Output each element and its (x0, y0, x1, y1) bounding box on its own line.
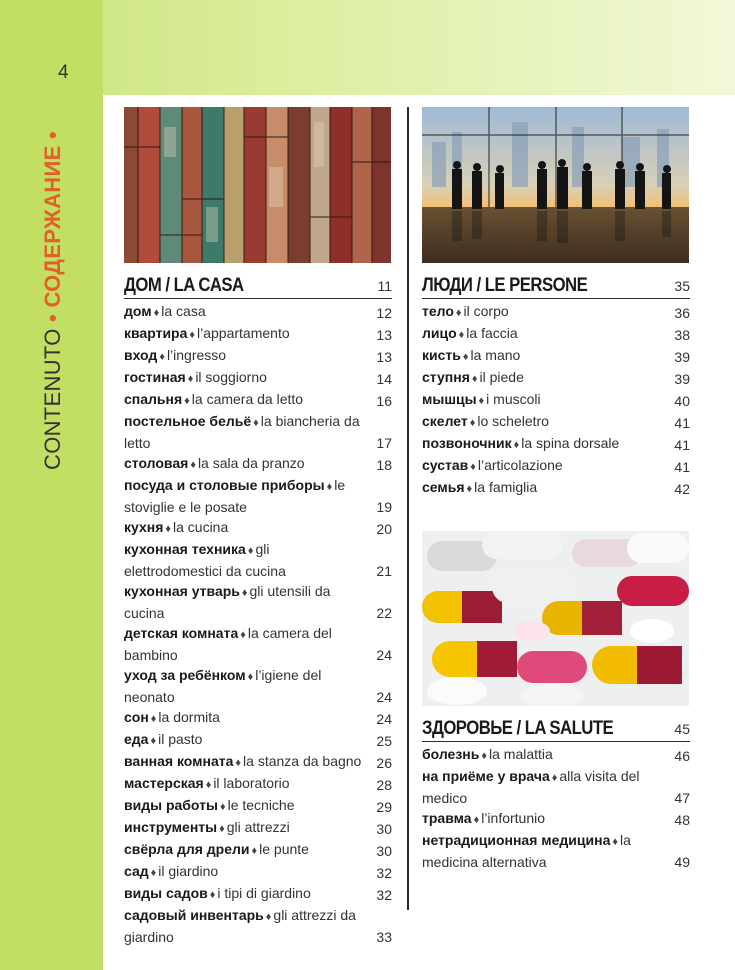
side-title-separator: • (40, 313, 65, 322)
toc-entry[interactable] (422, 345, 690, 367)
toc-entry-page: 12 (376, 305, 392, 321)
toc-entry-page: 33 (376, 929, 392, 945)
russian-term: позвоночник (422, 435, 512, 451)
toc-entry[interactable] (422, 477, 690, 499)
toc-entry-text (124, 345, 370, 367)
russian-term: постельное бельё (124, 413, 252, 429)
russian-term: детская комната (124, 625, 239, 641)
wood-planks-photo (124, 107, 391, 263)
diamond-bullet-icon: ♦ (265, 911, 272, 923)
italian-term: il giardino (158, 863, 219, 879)
toc-entry-page: 19 (376, 499, 392, 515)
toc-entry-text (422, 455, 668, 477)
diamond-bullet-icon: ♦ (153, 307, 160, 319)
toc-entry-page: 36 (674, 305, 690, 321)
italian-term: alla visita del medico (422, 768, 640, 806)
toc-section-health (422, 718, 690, 872)
section-heading (422, 275, 690, 299)
toc-entry-page: 41 (674, 459, 690, 475)
toc-entry[interactable] (124, 883, 392, 905)
russian-term: кисть (422, 347, 461, 363)
italian-term: il piede (479, 369, 524, 385)
italian-term: i tipi di giardino (217, 885, 311, 901)
diamond-bullet-icon: ♦ (471, 373, 478, 385)
russian-term: мастерская (124, 775, 204, 791)
italian-term: le stoviglie e le posate (124, 477, 346, 515)
section-page: 35 (674, 278, 690, 294)
italian-term: le punte (259, 841, 309, 857)
diamond-bullet-icon: ♦ (326, 481, 333, 493)
divider-tick (402, 660, 414, 662)
toc-entry-text (422, 323, 668, 345)
italian-term: il corpo (463, 303, 509, 319)
toc-entry-text (124, 839, 370, 861)
diamond-bullet-icon: ♦ (612, 836, 618, 848)
russian-term: уход за ребёнком (124, 667, 246, 683)
toc-entry-page: 42 (674, 481, 690, 497)
toc-entry-text (422, 389, 668, 411)
toc-entry[interactable] (422, 744, 690, 766)
italian-term: gli utensili da cucina (124, 583, 331, 621)
divider-tick (402, 420, 414, 422)
toc-entry-page: 25 (376, 733, 392, 749)
diamond-bullet-icon: ♦ (219, 823, 225, 835)
diamond-bullet-icon: ♦ (469, 417, 476, 429)
toc-entry[interactable] (422, 766, 690, 808)
russian-term: квартира (124, 325, 188, 341)
toc-entry-text (124, 729, 370, 751)
russian-term: сустав (422, 457, 469, 473)
russian-term: нетрадиционная медицина (422, 832, 611, 848)
diamond-bullet-icon: ♦ (235, 757, 242, 769)
russian-term: травма (422, 810, 472, 826)
divider-tick (402, 900, 414, 902)
side-title-separator-end: • (40, 131, 65, 140)
italian-term: il soggiorno (195, 369, 267, 385)
italian-term: la famiglia (474, 479, 538, 495)
toc-entry-page: 39 (674, 349, 690, 365)
toc-entry-list (422, 301, 690, 499)
toc-entry-page: 14 (376, 371, 392, 387)
toc-entry[interactable] (124, 453, 392, 475)
toc-entry-text (124, 665, 370, 707)
toc-entry-text (124, 623, 370, 665)
italian-term: la faccia (466, 325, 518, 341)
toc-entry-text (422, 744, 668, 766)
toc-entry-page: 41 (674, 415, 690, 431)
diamond-bullet-icon: ♦ (184, 395, 190, 407)
russian-term: сон (124, 709, 149, 725)
diamond-bullet-icon: ♦ (247, 671, 254, 683)
italian-term: i muscoli (486, 391, 541, 407)
italian-term: la spina dorsale (521, 435, 620, 451)
diamond-bullet-icon: ♦ (551, 772, 558, 784)
italian-term: l’igiene del neonato (124, 667, 322, 705)
russian-term: скелет (422, 413, 468, 429)
toc-entry[interactable] (124, 389, 392, 411)
toc-entry-text (422, 808, 668, 830)
toc-entry[interactable] (124, 905, 392, 947)
toc-entry[interactable] (124, 345, 392, 367)
russian-term: гостиная (124, 369, 186, 385)
russian-term: виды работы (124, 797, 218, 813)
toc-entry-text (422, 345, 668, 367)
toc-entry-page: 13 (376, 327, 392, 343)
column-divider (407, 107, 409, 910)
diamond-bullet-icon: ♦ (478, 395, 485, 407)
diamond-bullet-icon: ♦ (455, 307, 462, 319)
toc-section-home (124, 275, 392, 947)
toc-entry[interactable] (422, 411, 690, 433)
toc-entry-text (124, 301, 370, 323)
divider-tick (402, 780, 414, 782)
pills-photo (422, 531, 689, 706)
toc-entry-page: 40 (674, 393, 690, 409)
toc-entry-page: 20 (376, 521, 392, 537)
toc-section-people (422, 275, 690, 499)
toc-entry[interactable] (124, 861, 392, 883)
italian-term: la biancheria da letto (124, 413, 360, 451)
italian-term: lo scheletro (477, 413, 549, 429)
italian-term: l’appartamento (197, 325, 290, 341)
toc-entry[interactable] (124, 475, 392, 517)
toc-entry-text (124, 367, 370, 389)
diamond-bullet-icon: ♦ (190, 459, 196, 471)
toc-entry[interactable] (422, 389, 690, 411)
toc-entry[interactable] (124, 539, 392, 581)
toc-entry[interactable] (422, 455, 690, 477)
toc-entry[interactable] (422, 301, 690, 323)
toc-entry[interactable] (124, 367, 392, 389)
toc-entry[interactable] (124, 707, 392, 729)
diamond-bullet-icon: ♦ (481, 750, 487, 762)
toc-entry-text (422, 433, 668, 455)
diamond-bullet-icon: ♦ (241, 587, 248, 599)
business-people-photo (422, 107, 689, 263)
toc-entry[interactable] (124, 301, 392, 323)
toc-entry-text (124, 795, 370, 817)
toc-entry[interactable] (124, 665, 392, 707)
toc-entry-page: 49 (674, 854, 690, 870)
russian-term: ванная комната (124, 753, 234, 769)
diamond-bullet-icon: ♦ (189, 329, 196, 341)
toc-entry-text (124, 453, 370, 475)
italian-term: la mano (470, 347, 521, 363)
russian-term: тело (422, 303, 454, 319)
toc-entry-text (124, 883, 370, 905)
toc-entry-text (124, 773, 370, 795)
italian-term: gli attrezzi da giardino (124, 907, 356, 945)
diamond-bullet-icon: ♦ (209, 889, 216, 901)
russian-term: лицо (422, 325, 457, 341)
italian-term: gli elettrodomestici da cucina (124, 541, 286, 579)
toc-entry-text (124, 817, 370, 839)
russian-term: спальня (124, 391, 183, 407)
russian-term: на приёме у врача (422, 768, 550, 784)
italian-term: la dormita (158, 709, 220, 725)
diamond-bullet-icon: ♦ (247, 545, 254, 557)
italian-term: la casa (161, 303, 206, 319)
section-title[interactable]: ДОМ / LA CASA (124, 275, 244, 296)
toc-entry-page: 24 (376, 711, 392, 727)
section-page: 45 (674, 721, 690, 737)
italian-term: il pasto (158, 731, 203, 747)
side-title-ru: СОДЕРЖАНИЕ (40, 145, 65, 308)
toc-entry[interactable] (124, 581, 392, 623)
diamond-bullet-icon: ♦ (240, 629, 246, 641)
toc-entry-page: 24 (376, 647, 392, 663)
russian-term: сад (124, 863, 149, 879)
toc-entry[interactable] (124, 817, 392, 839)
toc-entry[interactable] (124, 839, 392, 861)
toc-entry[interactable] (124, 517, 392, 539)
toc-entry-text (124, 389, 370, 411)
toc-entry-page: 16 (376, 393, 392, 409)
diamond-bullet-icon: ♦ (466, 483, 473, 495)
divider-tick (402, 540, 414, 542)
side-title-it: CONTENUTO (40, 328, 65, 470)
toc-entry[interactable] (124, 751, 392, 773)
toc-entry-text (124, 411, 370, 453)
toc-entry-text (124, 707, 370, 729)
toc-entry-page: 39 (674, 371, 690, 387)
diamond-bullet-icon: ♦ (150, 735, 157, 747)
toc-entry[interactable] (124, 411, 392, 453)
section-heading (124, 275, 392, 299)
toc-entry[interactable] (124, 323, 392, 345)
header-band (0, 0, 735, 95)
toc-entry-page: 30 (376, 821, 392, 837)
toc-entry[interactable] (422, 808, 690, 830)
toc-entry-page: 46 (674, 748, 690, 764)
italian-term: la malattia (489, 746, 553, 762)
toc-entry-text (124, 581, 370, 623)
diamond-bullet-icon: ♦ (219, 801, 226, 813)
toc-entry-text (124, 905, 370, 947)
toc-entry-text (124, 323, 370, 345)
toc-entry-text (124, 861, 370, 883)
section-title[interactable]: ЗДОРОВЬЕ / LA SALUTE (422, 718, 614, 739)
toc-entry-page: 17 (376, 435, 392, 451)
toc-entry-page: 22 (376, 605, 392, 621)
toc-entry[interactable] (422, 433, 690, 455)
toc-entry-page: 29 (376, 799, 392, 815)
divider-tick (402, 300, 414, 302)
toc-entry[interactable] (124, 623, 392, 665)
toc-entry-text (422, 301, 668, 323)
toc-entry-list (422, 744, 690, 872)
italian-term: la stanza da bagno (243, 753, 362, 769)
toc-entry-text (124, 517, 370, 539)
toc-entry-page: 21 (376, 563, 392, 579)
italian-term: il laboratorio (213, 775, 290, 791)
toc-entry-page: 48 (674, 812, 690, 828)
toc-entry[interactable] (422, 367, 690, 389)
toc-entry[interactable] (124, 795, 392, 817)
russian-term: посуда и столовые приборы (124, 477, 325, 493)
diamond-bullet-icon: ♦ (513, 439, 520, 451)
italian-term: la medicina alternativa (422, 832, 631, 870)
section-heading (422, 718, 690, 742)
russian-term: ступня (422, 369, 470, 385)
italian-term: l’ingresso (166, 347, 227, 363)
diamond-bullet-icon: ♦ (473, 814, 480, 826)
section-page: 11 (377, 278, 392, 294)
toc-entry-page: 30 (376, 843, 392, 859)
toc-entry-page: 13 (376, 349, 392, 365)
toc-entry-text (124, 539, 370, 581)
toc-entry-page: 38 (674, 327, 690, 343)
russian-term: кухонная утварь (124, 583, 240, 599)
diamond-bullet-icon: ♦ (159, 351, 165, 363)
diamond-bullet-icon: ♦ (150, 713, 157, 725)
italian-term: la cucina (173, 519, 229, 535)
diamond-bullet-icon: ♦ (165, 523, 171, 535)
toc-entry-page: 32 (376, 865, 392, 881)
italian-term: le tecniche (227, 797, 295, 813)
toc-entry[interactable] (422, 830, 690, 872)
toc-entry-page: 28 (376, 777, 392, 793)
diamond-bullet-icon: ♦ (458, 329, 465, 341)
italian-term: la camera da letto (191, 391, 304, 407)
toc-entry-page: 18 (376, 457, 392, 473)
toc-entry-text (422, 830, 668, 872)
russian-term: семья (422, 479, 465, 495)
toc-entry-text (422, 367, 668, 389)
toc-entry-page: 32 (376, 887, 392, 903)
russian-term: садовый инвентарь (124, 907, 264, 923)
toc-entry-page: 47 (674, 790, 690, 806)
diamond-bullet-icon: ♦ (462, 351, 469, 363)
toc-entry-list (124, 301, 392, 947)
russian-term: инструменты (124, 819, 218, 835)
diamond-bullet-icon: ♦ (253, 417, 259, 429)
toc-entry[interactable] (124, 773, 392, 795)
toc-entry-page: 41 (674, 437, 690, 453)
toc-entry-page: 26 (376, 755, 392, 771)
diamond-bullet-icon: ♦ (150, 867, 157, 879)
russian-term: виды садов (124, 885, 208, 901)
russian-term: болезнь (422, 746, 480, 762)
section-title[interactable]: ЛЮДИ / LE PERSONE (422, 275, 588, 296)
toc-entry-text (124, 475, 370, 517)
toc-entry-text (422, 766, 668, 808)
russian-term: свёрла для дрели (124, 841, 250, 857)
page-number: 4 (58, 62, 69, 83)
toc-entry-text (422, 477, 668, 499)
russian-term: мышцы (422, 391, 477, 407)
diamond-bullet-icon: ♦ (205, 779, 212, 791)
russian-term: кухонная техника (124, 541, 246, 557)
russian-term: дом (124, 303, 152, 319)
russian-term: вход (124, 347, 158, 363)
italian-term: l’articolazione (477, 457, 563, 473)
italian-term: gli attrezzi (226, 819, 290, 835)
toc-entry[interactable] (422, 323, 690, 345)
toc-entry-text (124, 751, 370, 773)
italian-term: l’infortunio (481, 810, 546, 826)
diamond-bullet-icon: ♦ (251, 845, 258, 857)
russian-term: столовая (124, 455, 189, 471)
toc-entry[interactable] (124, 729, 392, 751)
russian-term: кухня (124, 519, 164, 535)
toc-entry-page: 24 (376, 689, 392, 705)
toc-entry-text (422, 411, 668, 433)
italian-term: la sala da pranzo (197, 455, 305, 471)
side-title (36, 110, 70, 470)
diamond-bullet-icon: ♦ (470, 461, 476, 473)
divider-tick (402, 158, 414, 160)
italian-term: la camera del bambino (124, 625, 332, 663)
russian-term: еда (124, 731, 149, 747)
diamond-bullet-icon: ♦ (187, 373, 194, 385)
